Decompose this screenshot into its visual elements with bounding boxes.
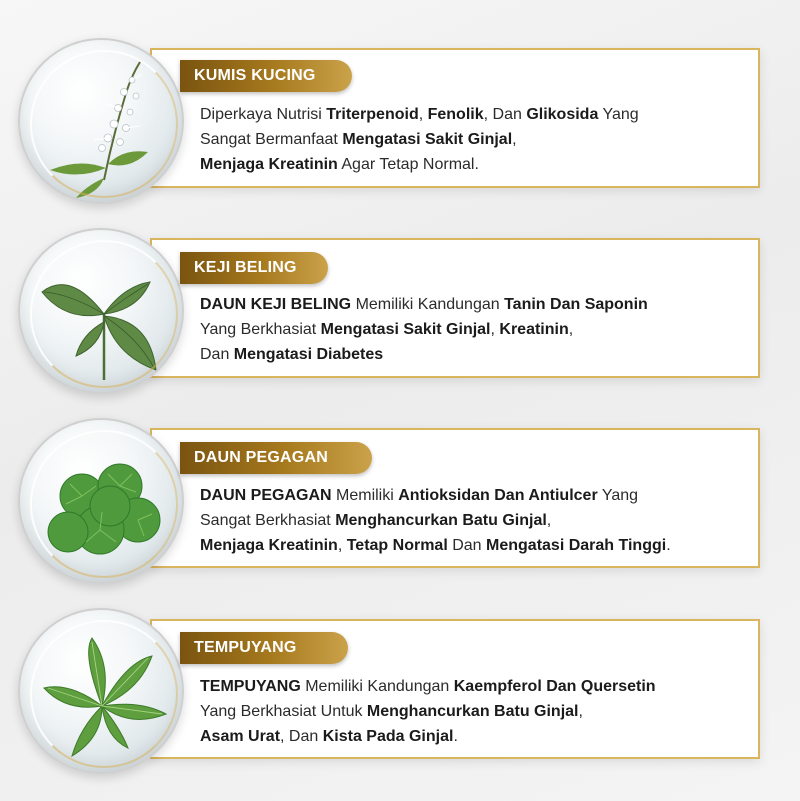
- highlight-text: Mengatasi Darah Tinggi: [486, 537, 667, 554]
- body-text: ,: [546, 512, 552, 529]
- highlight-text: Menghancurkan Batu Ginjal: [335, 512, 547, 529]
- highlight-text: Menjaga Kreatinin: [200, 537, 338, 554]
- body-text: Memiliki: [331, 487, 399, 504]
- highlight-text: Tetap Normal: [346, 537, 448, 554]
- description-line: [200, 127, 755, 152]
- body-text: Dan: [447, 537, 487, 554]
- body-text: .: [453, 728, 458, 745]
- description-line: [200, 483, 755, 508]
- description-line: [200, 724, 755, 749]
- body-text: Agar Tetap Normal.: [337, 156, 479, 173]
- description-line: [200, 342, 755, 367]
- body-text: Sangat Bermanfaat: [200, 131, 343, 148]
- keji-beling-leaf-icon: [18, 228, 184, 394]
- tempuyang-leaf-icon: [18, 608, 184, 774]
- herb-title-kumis-kucing: KUMIS KUCING: [180, 60, 352, 92]
- description-line: [200, 674, 755, 699]
- highlight-text: Menghancurkan Batu Ginjal: [366, 703, 579, 720]
- highlight-text: Kista Pada Ginjal: [322, 728, 454, 745]
- highlight-text: Asam Urat: [200, 728, 281, 745]
- highlight-text: Tanin Dan Saponin: [504, 296, 648, 313]
- description-line: [200, 292, 755, 317]
- body-text: Yang Berkhasiat: [200, 321, 321, 338]
- kumis-kucing-plant-icon: [18, 38, 184, 204]
- herb-title-daun-pegagan: DAUN PEGAGAN: [180, 442, 372, 474]
- body-text: Diperkaya Nutrisi: [200, 106, 327, 123]
- description-line: [200, 533, 755, 558]
- body-text: Yang: [597, 487, 639, 504]
- highlight-text: Kreatinin: [499, 321, 569, 338]
- body-text: Dan: [200, 346, 234, 363]
- body-text: Memiliki Kandungan: [351, 296, 505, 313]
- herb-title-keji-beling: KEJI BELING: [180, 252, 328, 284]
- body-text: ,: [578, 703, 583, 720]
- highlight-text: Glikosida: [526, 106, 599, 123]
- highlight-text: TEMPUYANG: [200, 678, 301, 695]
- body-text: , Dan: [483, 106, 527, 123]
- highlight-text: Triterpenoid: [326, 106, 419, 123]
- body-text: ,: [512, 131, 517, 148]
- highlight-text: Mengatasi Diabetes: [233, 346, 384, 363]
- body-text: ,: [337, 537, 347, 554]
- herb-description-keji-beling: [200, 292, 755, 367]
- description-line: [200, 317, 755, 342]
- description-line: [200, 699, 755, 724]
- highlight-text: DAUN KEJI BELING: [200, 296, 352, 313]
- body-text: .: [666, 537, 671, 554]
- herb-description-daun-pegagan: [200, 483, 755, 558]
- body-text: ,: [568, 321, 574, 338]
- highlight-text: Menjaga Kreatinin: [200, 156, 338, 173]
- highlight-text: DAUN PEGAGAN: [200, 487, 332, 504]
- body-text: ,: [418, 106, 428, 123]
- body-text: Memiliki Kandungan: [300, 678, 454, 695]
- highlight-text: Mengatasi Sakit Ginjal: [320, 321, 491, 338]
- description-line: [200, 102, 755, 127]
- body-text: Yang Berkhasiat Untuk: [200, 703, 367, 720]
- highlight-text: Fenolik: [427, 106, 484, 123]
- highlight-text: Mengatasi Sakit Ginjal: [342, 131, 513, 148]
- pegagan-leaf-icon: [18, 418, 184, 584]
- body-text: , Dan: [280, 728, 323, 745]
- body-text: Yang: [598, 106, 639, 123]
- highlight-text: Antioksidan Dan Antiulcer: [398, 487, 598, 504]
- herb-description-tempuyang: [200, 674, 755, 749]
- body-text: ,: [490, 321, 500, 338]
- description-line: [200, 508, 755, 533]
- body-text: Sangat Berkhasiat: [200, 512, 336, 529]
- herb-title-tempuyang: TEMPUYANG: [180, 632, 348, 664]
- highlight-text: Kaempferol Dan Quersetin: [453, 678, 656, 695]
- herb-description-kumis-kucing: [200, 102, 755, 177]
- description-line: [200, 152, 755, 177]
